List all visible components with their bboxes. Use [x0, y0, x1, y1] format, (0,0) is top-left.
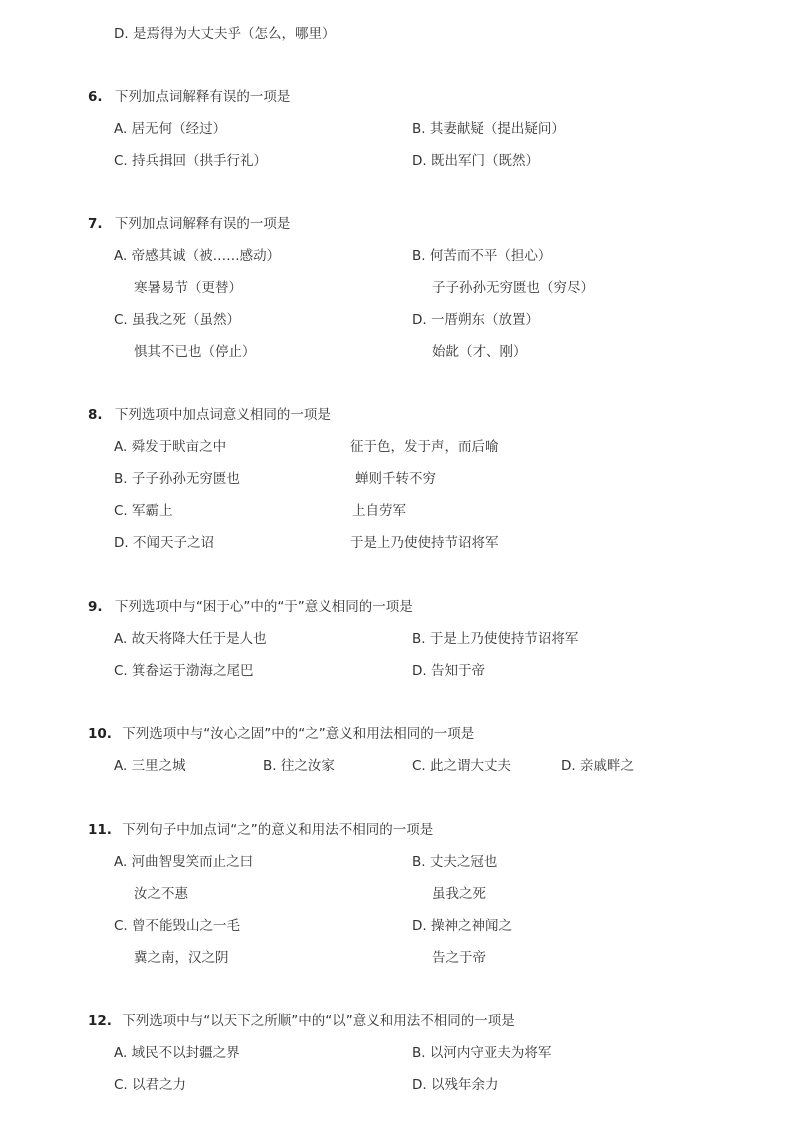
question-stem: 下列选项中与“汝心之固”中的“之”意义和用法相同的一项是: [122, 726, 475, 742]
q6-option-c: C. 持兵揖回（拱手行礼）: [114, 153, 268, 169]
q9-option-a: A. 故天将降大任于是人也: [114, 631, 267, 647]
question-8: [88, 405, 331, 425]
question-stem: 下列加点词解释有误的一项是: [114, 89, 291, 105]
question-number: 11.: [88, 822, 112, 838]
q11-option-b-line1: B. 丈夫之冠也: [412, 854, 498, 870]
q11-option-a-line1: A. 河曲智叟笑而止之曰: [114, 854, 254, 870]
q11-option-d-line1: D. 操神之神闻之: [412, 918, 512, 934]
q11-option-c-line2: 冀之南，汉之阴: [134, 950, 229, 966]
question-number: 12.: [88, 1013, 112, 1029]
question-11: [88, 820, 433, 840]
q10-option-d: D. 亲戚畔之: [561, 758, 634, 774]
q8-option-d-first: D. 不闻天子之诏: [114, 535, 214, 551]
question-number: 8.: [88, 407, 103, 423]
q12-option-a: A. 域民不以封疆之界: [114, 1045, 240, 1061]
q10-option-a: A. 三里之城: [114, 758, 186, 774]
question-12: [88, 1011, 515, 1031]
q7-option-c-line1: C. 虽我之死（虽然）: [114, 312, 241, 328]
question-stem: 下列选项中与“以天下之所顺”中的“以”意义和用法不相同的一项是: [122, 1013, 515, 1029]
q8-option-c-first: C. 军霸上: [114, 503, 173, 519]
q8-option-b-first: B. 子子孙孙无穷匮也: [114, 471, 240, 487]
q7-option-b-line2: 子子孙孙无穷匮也（穷尽）: [432, 280, 594, 296]
q7-option-a-line2: 寒暑易节（更替）: [134, 280, 242, 296]
q8-option-a-first: A. 舜发于畎亩之中: [114, 439, 227, 455]
q12-option-b: B. 以河内守亚夫为将军: [412, 1045, 552, 1061]
q11-option-b-line2: 虽我之死: [432, 886, 486, 902]
q8-option-b-second: 蝉则千转不穷: [355, 471, 436, 487]
question-stem: 下列加点词解释有误的一项是: [114, 216, 291, 232]
question-6: [88, 87, 290, 107]
question-stem: 下列句子中加点词“之”的意义和用法不相同的一项是: [122, 822, 434, 838]
q9-option-b: B. 于是上乃使使持节诏将军: [412, 631, 579, 647]
q12-option-d: D. 以残年余力: [412, 1077, 499, 1093]
q6-option-a: A. 居无何（经过）: [114, 121, 227, 137]
q10-option-c: C. 此之谓大丈夫: [412, 758, 512, 774]
q12-option-c: C. 以君之力: [114, 1077, 187, 1093]
q7-option-d-line2: 始龀（才、刚）: [432, 344, 527, 360]
q11-option-c-line1: C. 曾不能毁山之一毛: [114, 918, 241, 934]
q9-option-d: D. 告知于帝: [412, 663, 485, 679]
question-stem: 下列选项中与“困于心”中的“于”意义相同的一项是: [114, 599, 413, 615]
q11-option-d-line2: 告之于帝: [432, 950, 486, 966]
question-7: [88, 214, 290, 234]
q8-option-a-second: 征于色，发于声，而后喻: [350, 439, 499, 455]
q8-option-c-second: 上自劳军: [352, 503, 406, 519]
q7-option-d-line1: D. 一厝朔东（放置）: [412, 312, 539, 328]
q7-option-a-line1: A. 帝感其诚（被……感动）: [114, 248, 281, 264]
q5-option-d: D. 是焉得为大丈夫乎（怎么，哪里）: [114, 26, 336, 42]
q10-option-b: B. 往之汝家: [263, 758, 335, 774]
q8-option-d-second: 于是上乃使使持节诏将军: [350, 535, 499, 551]
question-number: 7.: [88, 216, 103, 232]
q6-option-d: D. 既出军门（既然）: [412, 153, 539, 169]
q7-option-b-line1: B. 何苦而不平（担心）: [412, 248, 552, 264]
q6-option-b: B. 其妻献疑（提出疑问）: [412, 121, 565, 137]
question-number: 9.: [88, 599, 103, 615]
question-9: [88, 597, 413, 617]
question-number: 10.: [88, 726, 112, 742]
q11-option-a-line2: 汝之不惠: [134, 886, 188, 902]
q7-option-c-line2: 惧其不已也（停止）: [134, 344, 256, 360]
question-10: [88, 724, 474, 744]
question-number: 6.: [88, 89, 103, 105]
q9-option-c: C. 箕畚运于渤海之尾巴: [114, 663, 254, 679]
question-stem: 下列选项中加点词意义相同的一项是: [114, 407, 331, 423]
